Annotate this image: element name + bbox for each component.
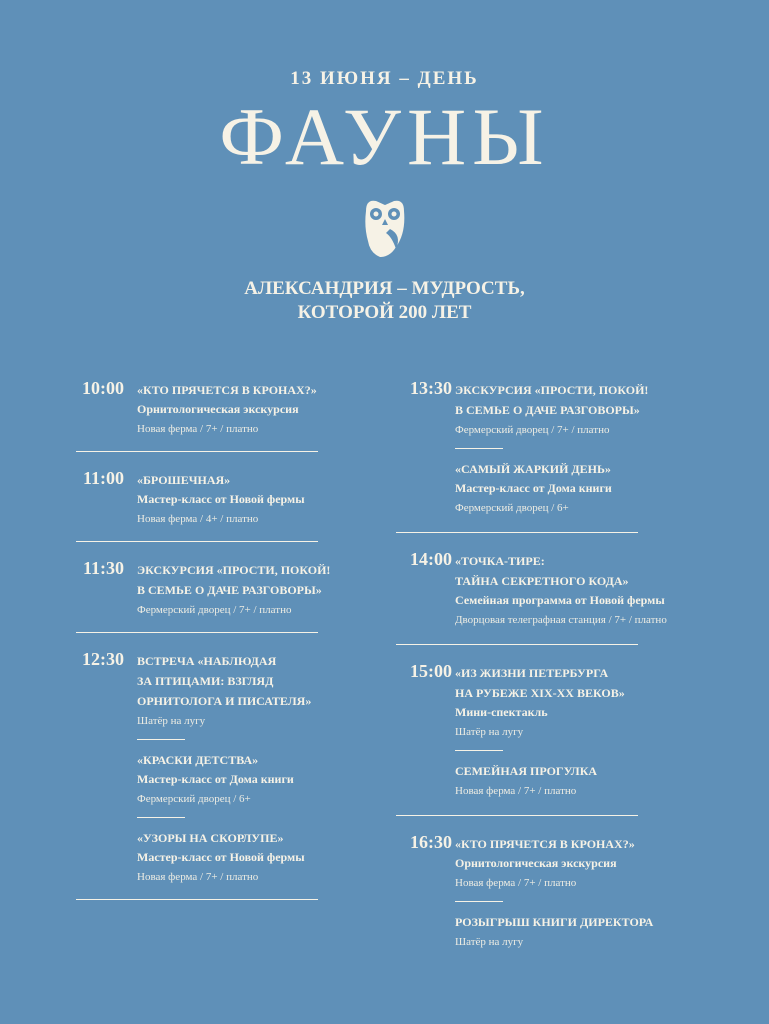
event-divider: [455, 448, 503, 449]
event-description: Мастер-класс от Дома книги: [137, 772, 294, 786]
slot-divider: [76, 541, 318, 542]
date-line: 13 ИЮНЯ – ДЕНЬ: [290, 68, 479, 89]
event-location: Новая ферма / 7+ / платно: [455, 785, 577, 797]
subtitle-line-1: АЛЕКСАНДРИЯ – МУДРОСТЬ,: [244, 278, 525, 299]
event-location: Новая ферма / 7+ / платно: [137, 871, 259, 883]
event-item: [137, 470, 380, 529]
event-title: ЗА ПТИЦАМИ: ВЗГЛЯД: [137, 674, 274, 688]
event-title: «КТО ПРЯЧЕТСЯ В КРОНАХ?»: [137, 383, 317, 397]
event-item: [455, 380, 716, 440]
schedule-slot: [396, 551, 716, 630]
event-description: Мастер-класс от Новой фермы: [137, 492, 305, 506]
owl-icon: [362, 197, 408, 259]
event-title: СЕМЕЙНАЯ ПРОГУЛКА: [455, 764, 598, 778]
event-item: [137, 651, 380, 731]
event-item: [455, 459, 716, 518]
schedule-slot: [396, 663, 716, 801]
event-location: Фермерский дворец / 7+ / платно: [137, 604, 292, 616]
slot-divider: [76, 899, 318, 900]
event-title: «УЗОРЫ НА СКОРЛУПЕ»: [137, 831, 284, 845]
schedule-slot: [70, 560, 380, 620]
event-title: «ИЗ ЖИЗНИ ПЕТЕРБУРГА: [455, 666, 609, 680]
event-title: «КРАСКИ ДЕТСТВА»: [137, 753, 259, 767]
event-title: В СЕМЬЕ О ДАЧЕ РАЗГОВОРЫ»: [455, 403, 640, 417]
event-item: [455, 761, 716, 801]
event-location: Фермерский дворец / 6+: [455, 502, 569, 514]
slot-time: 13:30: [410, 378, 452, 398]
slot-time: 16:30: [410, 832, 452, 852]
event-title: «КТО ПРЯЧЕТСЯ В КРОНАХ?»: [455, 837, 635, 851]
event-location: Фермерский дворец / 7+ / платно: [455, 424, 610, 436]
event-description: Семейная программа от Новой фермы: [455, 593, 665, 607]
slot-divider: [396, 815, 638, 816]
event-item: [455, 663, 716, 742]
event-divider: [137, 817, 185, 818]
slot-divider: [396, 644, 638, 645]
event-title: «САМЫЙ ЖАРКИЙ ДЕНЬ»: [455, 462, 611, 476]
event-location: Новая ферма / 4+ / платно: [137, 513, 259, 525]
subtitle: [0, 277, 769, 325]
event-title: ЭКСКУРСИЯ «ПРОСТИ, ПОКОЙ!: [137, 563, 331, 577]
event-title: «ТОЧКА-ТИРЕ:: [455, 554, 545, 568]
slot-events: [455, 380, 716, 518]
event-title: «БРОШЕЧНАЯ»: [137, 473, 231, 487]
slot-events: [137, 380, 380, 439]
slot-time: 15:00: [410, 661, 452, 681]
slot-divider: [76, 451, 318, 452]
event-title: НА РУБЕЖЕ XIX-XX ВЕКОВ»: [455, 686, 625, 700]
slot-time: 12:30: [82, 649, 124, 669]
event-location: Шатёр на лугу: [455, 726, 524, 738]
event-description: Орнитологическая экскурсия: [137, 402, 299, 416]
event-item: [455, 551, 716, 630]
event-description: Орнитологическая экскурсия: [455, 856, 617, 870]
event-title: РОЗЫГРЫШ КНИГИ ДИРЕКТОРА: [455, 915, 654, 929]
schedule-right-column: [396, 380, 716, 952]
slot-divider: [396, 532, 638, 533]
subtitle-line-2: КОТОРОЙ 200 ЛЕТ: [297, 302, 472, 323]
event-title: ЭКСКУРСИЯ «ПРОСТИ, ПОКОЙ!: [455, 383, 649, 397]
slot-events: [137, 651, 380, 887]
slot-time: 11:00: [82, 468, 124, 488]
slot-time: 11:30: [82, 558, 124, 578]
schedule-slot: [396, 380, 716, 518]
schedule-left-column: [70, 380, 380, 918]
slot-events: [455, 551, 716, 630]
slot-events: [455, 663, 716, 801]
event-location: Фермерский дворец / 6+: [137, 793, 251, 805]
schedule-slot: [70, 470, 380, 529]
event-location: Дворцовая телеграфная станция / 7+ / платно: [455, 614, 667, 626]
schedule-slot: [70, 651, 380, 887]
event-description: Мини-спектакль: [455, 705, 548, 719]
event-location: Новая ферма / 7+ / платно: [455, 877, 577, 889]
event-item: [137, 828, 380, 887]
event-location: Шатёр на лугу: [137, 715, 206, 727]
event-divider: [455, 901, 503, 902]
slot-time: 14:00: [410, 549, 452, 569]
event-title: ОРНИТОЛОГА И ПИСАТЕЛЯ»: [137, 694, 312, 708]
event-description: Мастер-класс от Новой фермы: [137, 850, 305, 864]
event-divider: [137, 739, 185, 740]
event-location: Шатёр на лугу: [455, 936, 524, 948]
event-item: [137, 560, 380, 620]
event-location: Новая ферма / 7+ / платно: [137, 423, 259, 435]
event-item: [455, 834, 716, 893]
event-title: В СЕМЬЕ О ДАЧЕ РАЗГОВОРЫ»: [137, 583, 322, 597]
event-description: Мастер-класс от Дома книги: [455, 481, 612, 495]
slot-events: [137, 470, 380, 529]
slot-time: 10:00: [82, 378, 124, 398]
schedule-slot: [396, 834, 716, 952]
slot-events: [455, 834, 716, 952]
event-item: [455, 912, 716, 952]
event-title: ВСТРЕЧА «НАБЛЮДАЯ: [137, 654, 277, 668]
event-item: [137, 750, 380, 809]
event-item: [137, 380, 380, 439]
schedule-slot: [70, 380, 380, 439]
slot-divider: [76, 632, 318, 633]
event-divider: [455, 750, 503, 751]
slot-events: [137, 560, 380, 620]
page-title: ФАУНЫ: [219, 91, 550, 182]
event-title: ТАЙНА СЕКРЕТНОГО КОДА»: [455, 574, 629, 588]
